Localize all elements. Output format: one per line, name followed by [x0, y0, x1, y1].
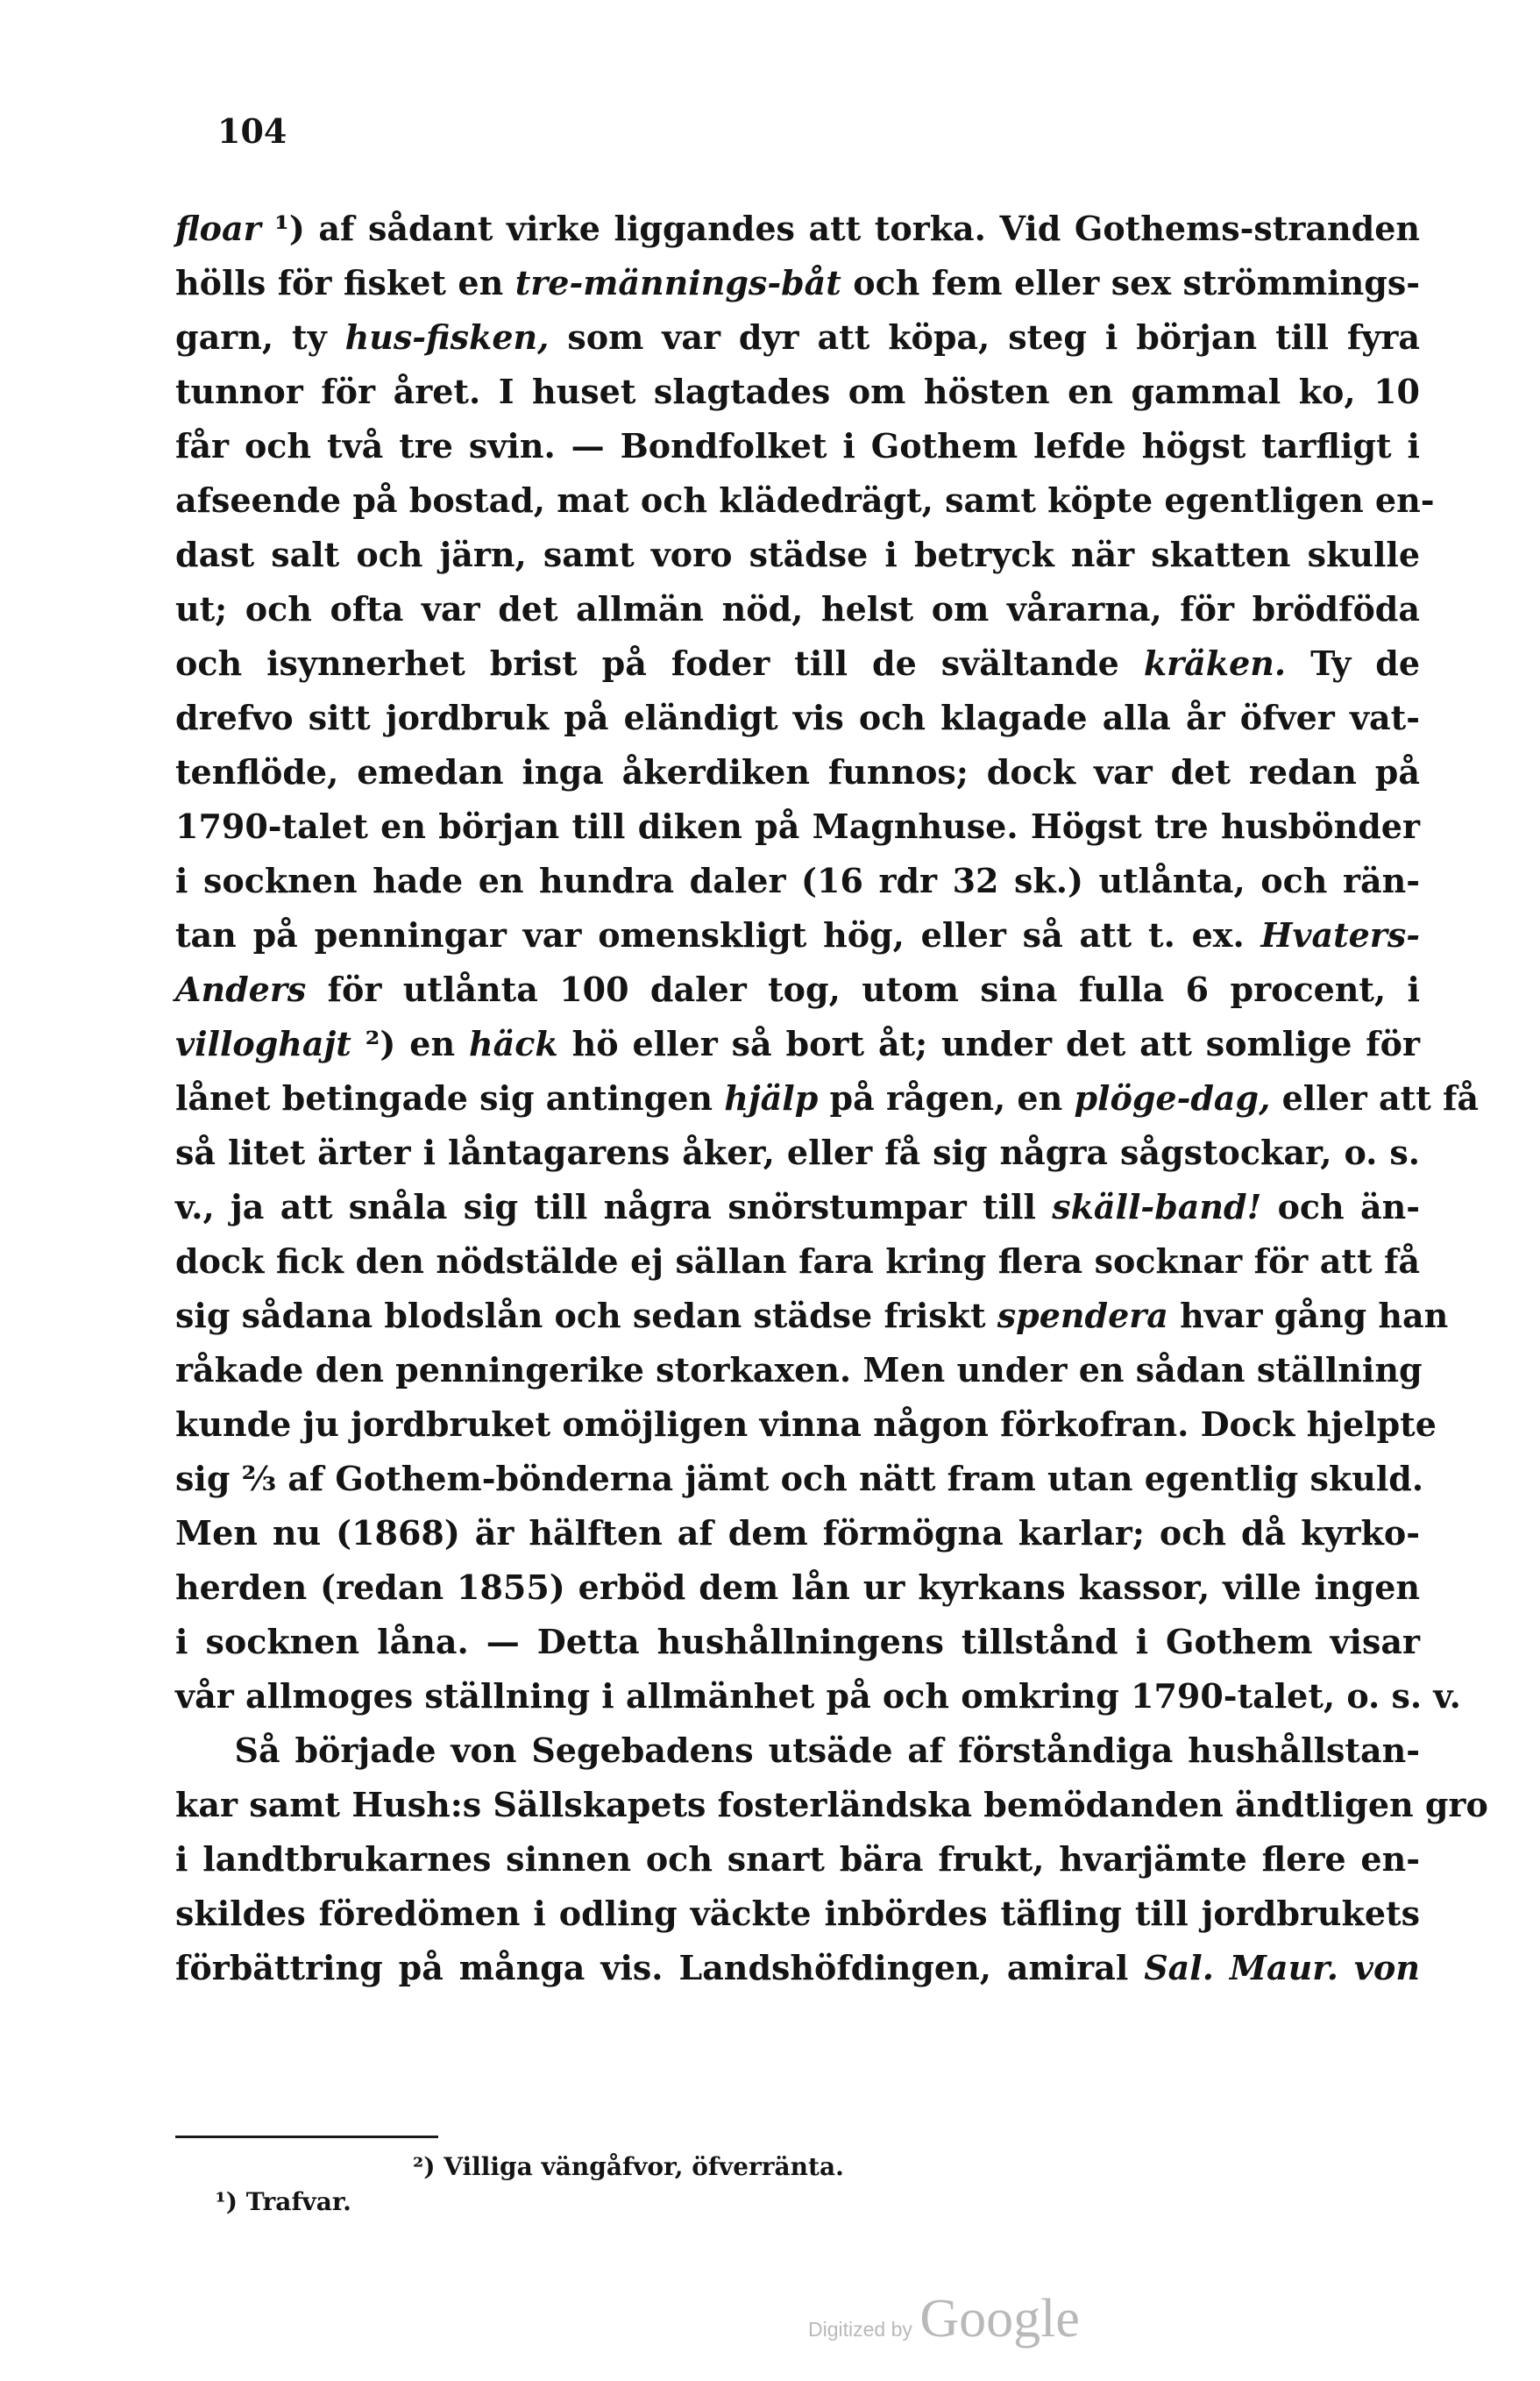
- text-segment: 1790-talet en början till diken på Magnhuse. Högst tre husbönder: [175, 807, 1420, 846]
- text-segment: hö eller så bort åt; under det att somlige för: [557, 1024, 1420, 1063]
- text-line: [175, 1180, 1420, 1234]
- text-segment: i socknen låna. — Detta hushållningens tillstånd i Gothem visar: [175, 1622, 1420, 1661]
- text-segment: så litet ärter i låntagarens åker, eller få sig några sågstockar, o. s.: [175, 1133, 1420, 1172]
- text-segment: ut; och ofta var det allmän nöd, helst om vårarna, för brödföda: [175, 589, 1420, 629]
- italic-text: Anders: [175, 970, 307, 1009]
- text-segment: kunde ju jordbruket omöjligen vinna någon förkofran. Dock hjelpte: [175, 1404, 1437, 1444]
- text-line: [175, 1017, 1420, 1071]
- text-line: [175, 1778, 1488, 1832]
- text-line: [175, 1560, 1420, 1615]
- text-line: [175, 582, 1420, 636]
- text-segment: garn, ty: [175, 317, 345, 357]
- text-segment: drefvo sitt jordbruk på eländigt vis och klagade alla år öfver vat-: [175, 698, 1420, 737]
- text-segment: i landtbrukarnes sinnen och snart bära frukt, hvarjämte flere en-: [175, 1839, 1420, 1879]
- italic-text: plöge-dag,: [1074, 1078, 1271, 1118]
- italic-text: hus-fisken,: [344, 317, 550, 357]
- text-line: [175, 1452, 1424, 1506]
- text-line: [175, 419, 1420, 473]
- text-segment: förbättring på många vis. Landshöfdingen, amiral: [175, 1948, 1145, 1987]
- google-watermark: [808, 2288, 1080, 2350]
- text-segment: hölls för fisket en: [175, 263, 515, 302]
- text-segment: vår allmoges ställning i allmänhet på och omkring 1790-talet, o. s. v.: [175, 1676, 1461, 1716]
- text-segment: som var dyr att köpa, steg i början till fyra: [549, 317, 1420, 357]
- text-segment: och fem eller sex strömmings-: [841, 263, 1420, 302]
- text-line: [175, 1615, 1420, 1669]
- text-segment: för utlånta 100 daler tog, utom sina fulla 6 procent, i: [306, 970, 1420, 1009]
- text-line: [175, 1941, 1420, 1995]
- text-segment: herden (redan 1855) erböd dem lån ur kyrkans kassor, ville ingen: [175, 1567, 1420, 1607]
- italic-text: villoghajt: [175, 1024, 351, 1063]
- text-line: [175, 1343, 1423, 1397]
- text-line: [175, 1506, 1420, 1560]
- page-number: 104: [217, 111, 287, 151]
- italic-text: spendera: [997, 1296, 1168, 1335]
- text-line: [175, 365, 1420, 419]
- text-segment: tenflöde, emedan inga åkerdiken funnos; dock var det redan på: [175, 752, 1420, 792]
- italic-text: Sal. Maur. von: [1144, 1948, 1420, 1987]
- text-segment: Men nu (1868) är hälften af dem förmögna karlar; och då kyrko-: [175, 1513, 1420, 1553]
- text-line: [175, 310, 1420, 365]
- text-line: [175, 636, 1420, 691]
- text-line: [175, 1289, 1449, 1343]
- text-line: [175, 528, 1420, 582]
- text-line: [175, 1832, 1420, 1887]
- text-segment: får och två tre svin. — Bondfolket i Gothem lefde högst tarfligt i: [175, 426, 1420, 466]
- text-line: [175, 1669, 1461, 1724]
- italic-text: floar: [175, 209, 261, 248]
- text-segment: eller att få: [1270, 1078, 1479, 1118]
- text-segment: tunnor för året. I huset slagtades om hösten en gammal ko, 10: [175, 372, 1420, 411]
- text-segment: Så började von Segebadens utsäde af förståndiga hushållstan-: [175, 1731, 1420, 1770]
- text-line: [175, 745, 1420, 800]
- text-segment: på rågen, en: [818, 1078, 1075, 1118]
- text-line: [175, 1724, 1420, 1778]
- text-line: [175, 1126, 1420, 1180]
- text-line: [175, 1234, 1420, 1289]
- text-segment: i socknen hade en hundra daler (16 rdr 32 sk.) utlånta, och rän-: [175, 861, 1420, 900]
- italic-text: hjälp: [724, 1078, 819, 1118]
- watermark-google-logo: Google: [919, 2289, 1080, 2349]
- text-segment: dast salt och järn, samt voro städse i betryck när skatten skulle: [175, 535, 1420, 574]
- text-segment: afseende på bostad, mat och klädedrägt, samt köpte egentligen en-: [175, 480, 1435, 520]
- text-segment: v., ja att snåla sig till några snörstumpar till: [175, 1187, 1053, 1226]
- text-line: [175, 908, 1420, 963]
- text-segment: råkade den penningerike storkaxen. Men under en sådan ställning: [175, 1350, 1423, 1390]
- text-segment: skildes föredömen i odling väckte inbördes täfling till jordbrukets: [175, 1894, 1420, 1933]
- text-line: [175, 800, 1420, 854]
- text-segment: dock fick den nödstälde ej sällan fara kring flera socknar för att få: [175, 1241, 1420, 1281]
- italic-text: skäll-band!: [1052, 1187, 1262, 1226]
- footnote-1: ¹) Trafvar.: [215, 2187, 351, 2216]
- text-segment: ¹) af sådant virke liggandes att torka. Vid Gothems-stranden: [260, 209, 1420, 248]
- text-line: [175, 691, 1420, 745]
- text-line: [175, 256, 1420, 310]
- text-segment: och isynnerhet brist på foder till de svältande: [175, 643, 1144, 683]
- watermark-digitized-text: Digitized by: [808, 2318, 912, 2341]
- text-segment: sig ⅔ af Gothem-bönderna jämt och nätt fram utan egentlig skuld.: [175, 1459, 1424, 1498]
- footnote-2: ²) Villiga vängåfvor, öfverränta.: [413, 2152, 844, 2181]
- text-line: [175, 854, 1420, 908]
- text-segment: lånet betingade sig antingen: [175, 1078, 725, 1118]
- text-segment: och än-: [1261, 1187, 1421, 1226]
- text-line: [175, 1887, 1420, 1941]
- italic-text: tre-männings-båt: [515, 263, 841, 302]
- footnotes: [198, 2150, 844, 2255]
- italic-text: Hvaters-: [1260, 915, 1420, 955]
- italic-text: kräken.: [1143, 643, 1287, 683]
- text-line: [175, 1397, 1437, 1452]
- text-segment: sig sådana blodslån och sedan städse friskt: [175, 1296, 997, 1335]
- text-line: [175, 963, 1420, 1017]
- italic-text: häck: [469, 1024, 558, 1063]
- footnote-divider: [175, 2136, 438, 2138]
- text-segment: Ty de: [1286, 643, 1421, 683]
- text-segment: tan på penningar var omenskligt hög, eller så att t. ex.: [175, 915, 1261, 955]
- text-segment: hvar gång han: [1167, 1296, 1449, 1335]
- text-line: [175, 202, 1420, 256]
- text-line: [175, 1071, 1479, 1126]
- text-segment: kar samt Hush:s Sällskapets fosterländska bemödanden ändtligen gro: [175, 1785, 1488, 1824]
- text-line: [175, 473, 1435, 528]
- text-segment: ²) en: [351, 1024, 469, 1063]
